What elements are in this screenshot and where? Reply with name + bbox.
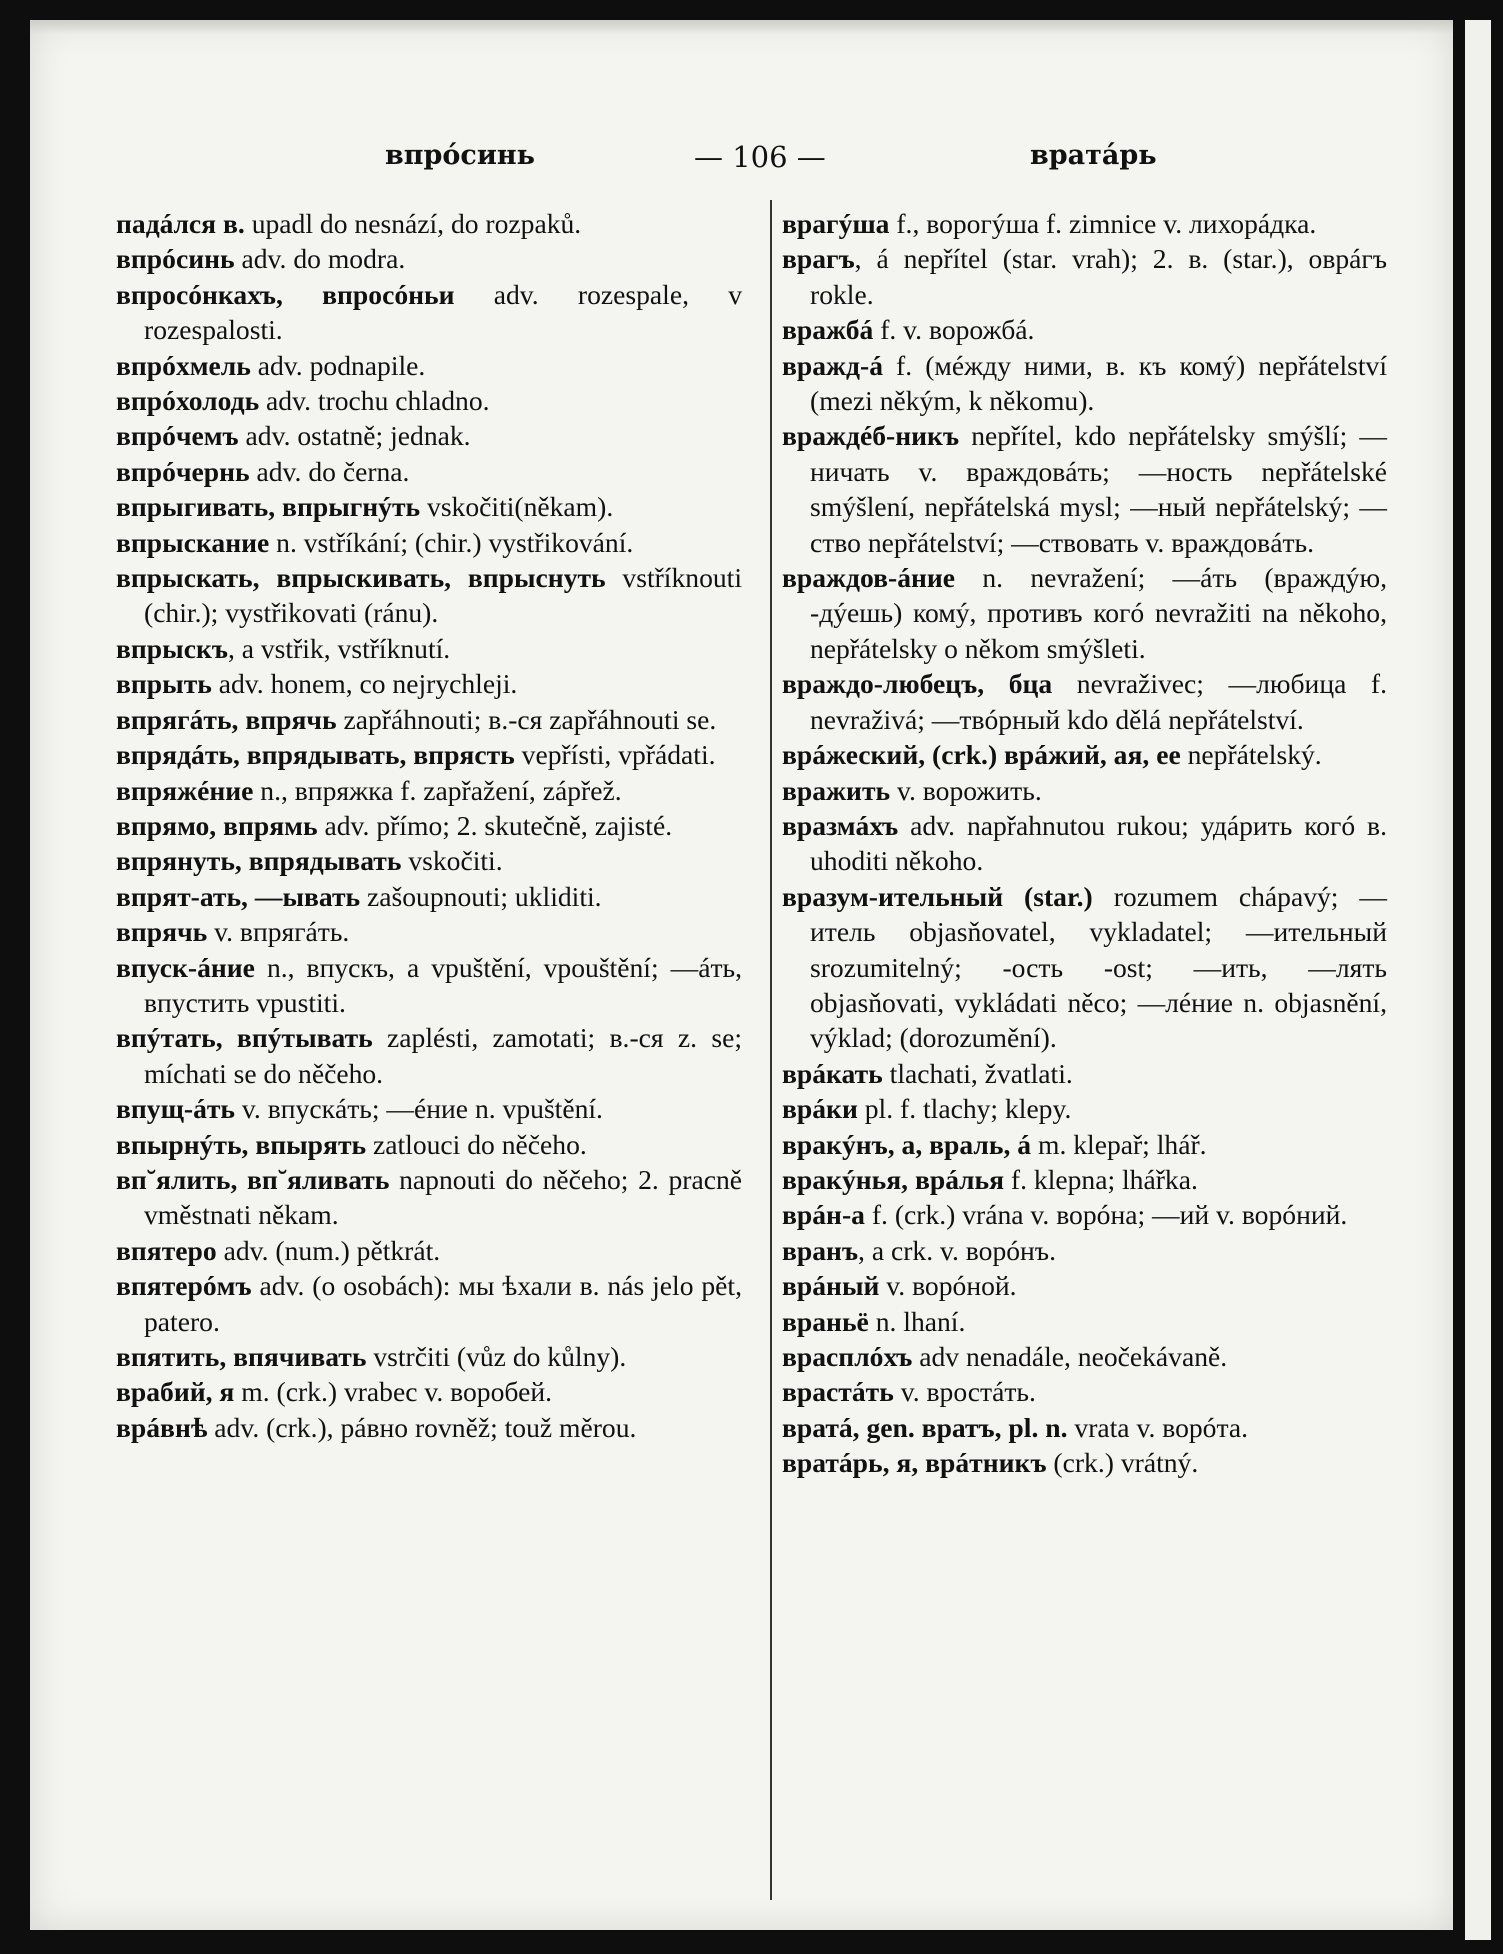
dictionary-entry <box>116 702 742 737</box>
dictionary-entry <box>116 1233 742 1268</box>
entry-headword: врáный <box>782 1270 880 1302</box>
dictionary-entry <box>116 1020 742 1091</box>
entry-headword: впрыть <box>116 668 212 700</box>
entry-headword: впрыгивать, впрыгнýть <box>116 491 421 523</box>
entry-headword: вп˘ялить, вп˘яливать <box>116 1163 390 1195</box>
dictionary-entry <box>782 1374 1387 1409</box>
entry-definition: tlachati, žvatlati. <box>882 1057 1073 1089</box>
entry-definition: adv nenadále, neočekávaně. <box>912 1341 1228 1372</box>
dictionary-entry <box>782 418 1387 560</box>
dictionary-entry <box>782 1056 1387 1091</box>
entry-definition: n. nevražení; —áть (враждýю, -дýешь) комý, противъ когó nevražiti na někoho, nepřátelsky o někom smýšleti. <box>810 562 1387 664</box>
entry-definition: v. ворожить. <box>890 774 1042 806</box>
entry-definition: vstříknouti (chir.); vystřikovati (ránu). <box>144 562 742 629</box>
entry-definition: nevraživec; —любица f. nevraživá; —твóрный kdo dělá nepřátelství. <box>810 668 1388 735</box>
entry-headword: враждо-любецъ, бца <box>782 668 1053 700</box>
dictionary-entry <box>782 773 1387 808</box>
entry-headword: враньё <box>782 1305 869 1337</box>
entry-headword: вразмáхъ <box>782 809 899 841</box>
entry-headword: впущ-áть <box>116 1093 236 1125</box>
dictionary-entry <box>116 914 742 949</box>
entry-headword: впрягáть, впрячь <box>116 703 337 735</box>
entry-definition: adv. napřahnutou rukou; удáрить когó в. uhoditi někoho. <box>810 809 1387 877</box>
entry-headword: впрыскать, впрыскивать, впрыснуть <box>116 562 606 594</box>
entry-definition: , a vstřik, vstříknutí. <box>227 632 451 664</box>
entry-definition: adv. (num.) pětkrát. <box>216 1234 441 1266</box>
dictionary-entry <box>116 631 742 666</box>
dictionary-entry <box>116 241 742 276</box>
entry-definition: zatlouci do něčeho. <box>366 1128 587 1160</box>
right-column <box>782 206 1387 1481</box>
entry-headword: впросóнкахъ, впросóньи <box>116 278 455 310</box>
dictionary-entry <box>116 277 742 348</box>
entry-definition: f. (мéжду ними, в. къ комý) nepřátelství (mezi někým, k někomu). <box>810 349 1387 417</box>
entry-definition: adv. podnapile. <box>250 349 426 381</box>
entry-headword: врáжеский, (crk.) врáжий, ая, ее <box>782 739 1181 771</box>
entry-definition: zašoupnouti; ukliditi. <box>360 880 602 912</box>
dictionary-entry <box>116 737 742 772</box>
dictionary-entry <box>782 241 1387 312</box>
dictionary-entry <box>116 1127 742 1162</box>
entry-headword: впятерóмъ <box>116 1270 252 1302</box>
dictionary-entry <box>782 879 1387 1056</box>
dictionary-entry <box>116 1410 742 1445</box>
header-left-headword: впрóсинь <box>385 140 535 171</box>
entry-headword: врастáть <box>782 1376 894 1408</box>
dictionary-entry <box>116 489 742 524</box>
entry-definition: m. (crk.) vrabec v. воробей. <box>234 1376 552 1408</box>
entry-definition: adv. trochu chladno. <box>259 385 490 417</box>
dictionary-entry <box>782 1197 1387 1232</box>
dictionary-entry <box>116 454 742 489</box>
dictionary-entry <box>116 206 742 241</box>
entry-definition: v. вростáть. <box>893 1376 1036 1408</box>
dictionary-entry <box>782 312 1387 347</box>
entry-headword: врабий, я <box>116 1376 235 1408</box>
entry-headword: впырнýть, впырять <box>116 1128 367 1160</box>
dictionary-entry <box>782 1304 1387 1339</box>
entry-definition: (crk.) vrátný. <box>1046 1447 1199 1479</box>
entry-definition: adv. (o osobách): мы ѣхали в. nás jelo pět, patero. <box>144 1270 742 1337</box>
entry-definition: v. ворóной. <box>879 1270 1017 1302</box>
dictionary-entry <box>782 1162 1387 1197</box>
dictionary-entry <box>116 773 742 808</box>
entry-headword: враждов-áние <box>782 562 956 594</box>
entry-definition: n., впряжка f. zapřažení, zápřež. <box>253 774 622 806</box>
entry-definition: pl. f. tlachy; klepy. <box>857 1093 1072 1125</box>
entry-definition: adv. (crk.), рáвно rovněž; touž měrou. <box>207 1411 637 1443</box>
entry-headword: вранъ <box>782 1234 859 1266</box>
entry-headword: врáки <box>782 1093 858 1125</box>
entry-definition: n., впускъ, a vpuštění, vpouštění; —áть, впустить vpustiti. <box>144 951 742 1018</box>
adjacent-page-edge <box>1465 20 1491 1940</box>
entry-definition: nepřítel, kdo nepřátelsky smýšlí; —ничать v. враждовáть; —ность nepřátelské smýšlení, nepřátelská mysl; —ный nepřátelský; —ство nepřátelství; —ствовать v. враждовáть. <box>810 420 1387 558</box>
dictionary-entry <box>116 383 742 418</box>
entry-definition: n. vstříkání; (chir.) vystřikování. <box>269 526 634 558</box>
entry-definition: n. lhaní. <box>868 1305 966 1337</box>
entry-definition: v. впрягáть. <box>207 916 350 948</box>
dictionary-entry <box>116 666 742 701</box>
dictionary-entry <box>782 1410 1387 1445</box>
entry-headword: впрямо, впрямь <box>116 809 318 841</box>
entry-definition: vskočiti(někam). <box>420 491 614 523</box>
column-divider <box>770 200 772 1900</box>
entry-definition: napnouti do něčeho; 2. pracně vměstnati někam. <box>144 1163 743 1231</box>
header-right-headword: вратáрь <box>1030 140 1157 171</box>
entry-definition: zaplésti, zamotati; в.-ся z. se; míchati se do něčeho. <box>144 1022 742 1089</box>
dictionary-entry <box>782 560 1387 666</box>
entry-headword: вражд-á <box>782 349 883 381</box>
dictionary-entry <box>116 1091 742 1126</box>
entry-definition: adv. do černa. <box>249 455 410 487</box>
entry-definition: f. (crk.) vrána v. ворóна; —ий v. ворóний. <box>864 1199 1348 1231</box>
entry-headword: вракýнья, врáлья <box>782 1163 1005 1195</box>
dictionary-entry <box>782 348 1387 419</box>
entry-headword: вразум-ительный (star.) <box>782 880 1093 912</box>
running-header <box>30 140 1453 180</box>
entry-headword: впряжéние <box>116 774 254 806</box>
entry-headword: впрóхолодь <box>116 385 260 417</box>
dictionary-entry <box>782 1233 1387 1268</box>
entry-headword: впрóчемъ <box>116 420 239 452</box>
dictionary-entry <box>782 1127 1387 1162</box>
dictionary-entry <box>116 808 742 843</box>
entry-headword: впрыскание <box>116 526 270 558</box>
entry-definition: upadl do nesnází, do rozpaků. <box>244 208 582 239</box>
entry-headword: врáвнѣ <box>116 1411 208 1443</box>
entry-headword: впýтать, впýтывать <box>116 1022 373 1054</box>
dictionary-entry <box>782 1091 1387 1126</box>
entry-headword: впрячь <box>116 916 208 948</box>
dictionary-entry <box>116 1268 742 1339</box>
dictionary-entry <box>116 950 742 1021</box>
entry-definition: vstrčiti (vůz do kůlny). <box>366 1341 627 1372</box>
dictionary-entry <box>116 560 742 631</box>
entry-headword: врагýша <box>782 208 890 239</box>
entry-headword: врáкать <box>782 1057 883 1089</box>
entry-definition: vskočiti. <box>401 845 503 877</box>
entry-headword: вратáрь, я, врáтникъ <box>782 1447 1047 1479</box>
entry-headword: впрыскъ <box>116 632 228 664</box>
entry-definition: vrata v. ворóта. <box>1067 1411 1249 1443</box>
entry-definition: v. впускáть; —éние n. vpuštění. <box>235 1093 603 1125</box>
dictionary-entry <box>116 1374 742 1409</box>
entry-headword: враждéб-никъ <box>782 420 960 452</box>
entry-definition: f. v. ворожбá. <box>873 314 1035 346</box>
page-number: — 106 — <box>694 140 826 174</box>
entry-headword: врагъ <box>782 243 855 275</box>
entry-definition: adv. do modra. <box>234 243 406 275</box>
entry-headword: впятить, впячивать <box>116 1341 367 1372</box>
entry-definition: , a crk. v. ворóнъ. <box>858 1234 1056 1266</box>
entry-definition: , á nepřítel (star. vrah); 2. в. (star.), оврáгъ rokle. <box>810 243 1387 310</box>
entry-headword: впрянуть, впрядывать <box>116 845 402 877</box>
entry-headword: вракýнъ, а, враль, á <box>782 1128 1032 1160</box>
entry-headword: вражить <box>782 774 891 806</box>
entry-definition: adv. rozespale, v rozespalosti. <box>144 278 742 346</box>
entry-definition: m. klepař; lhář. <box>1031 1128 1207 1160</box>
entry-definition: rozumem chápavý; —итель objasňovatel, vykladatel; —ительный srozumitelný; -ость -ost; —ить, —лять objasňovati, vykládati něco; —лéние n. objasnění, výklad; (dorozumění). <box>810 880 1388 1054</box>
entry-definition: nepřátelský. <box>1180 739 1322 771</box>
entry-definition: f. klepna; lhářka. <box>1004 1163 1198 1195</box>
entry-definition: adv. honem, co nejrychleji. <box>211 668 518 700</box>
left-column <box>116 206 742 1445</box>
dictionary-entry <box>116 879 742 914</box>
dictionary-entry <box>116 348 742 383</box>
entry-definition: adv. ostatně; jednak. <box>238 420 471 452</box>
entry-headword: врасплóхъ <box>782 1341 913 1372</box>
dictionary-entry <box>782 666 1387 737</box>
entry-headword: впуск-áние <box>116 951 255 983</box>
entry-definition: f., ворогýша f. zimnice v. лихорáдка. <box>889 208 1317 239</box>
dictionary-entry <box>116 1339 742 1374</box>
dictionary-entry <box>116 418 742 453</box>
entry-headword: впрят-ать, —ывать <box>116 880 361 912</box>
dictionary-entry <box>782 808 1387 879</box>
entry-headword: впрóчернь <box>116 455 250 487</box>
entry-definition: adv. přímo; 2. skutečně, zajisté. <box>317 809 673 841</box>
entry-headword: вратá, gen. вратъ, pl. n. <box>782 1411 1068 1443</box>
entry-headword: врáн-а <box>782 1199 865 1231</box>
dictionary-entry <box>116 843 742 878</box>
dictionary-entry <box>782 737 1387 772</box>
dictionary-entry <box>782 1445 1387 1480</box>
dictionary-entry <box>782 1268 1387 1303</box>
entry-headword: вражбá <box>782 314 874 346</box>
entry-headword: впрóсинь <box>116 243 235 275</box>
entry-definition: zapřáhnouti; в.-ся zapřáhnouti se. <box>336 703 717 735</box>
dictionary-entry <box>782 1339 1387 1374</box>
entry-headword: впрóхмель <box>116 349 251 381</box>
dictionary-entry <box>782 206 1387 241</box>
entry-headword: впрядáть, впрядывать, впрясть <box>116 739 515 771</box>
dictionary-entry <box>116 1162 742 1233</box>
entry-definition: vepřísti, vpřádati. <box>514 739 716 771</box>
entry-headword: падáлся в. <box>116 208 245 239</box>
entry-headword: впятеро <box>116 1234 217 1266</box>
dictionary-entry <box>116 525 742 560</box>
